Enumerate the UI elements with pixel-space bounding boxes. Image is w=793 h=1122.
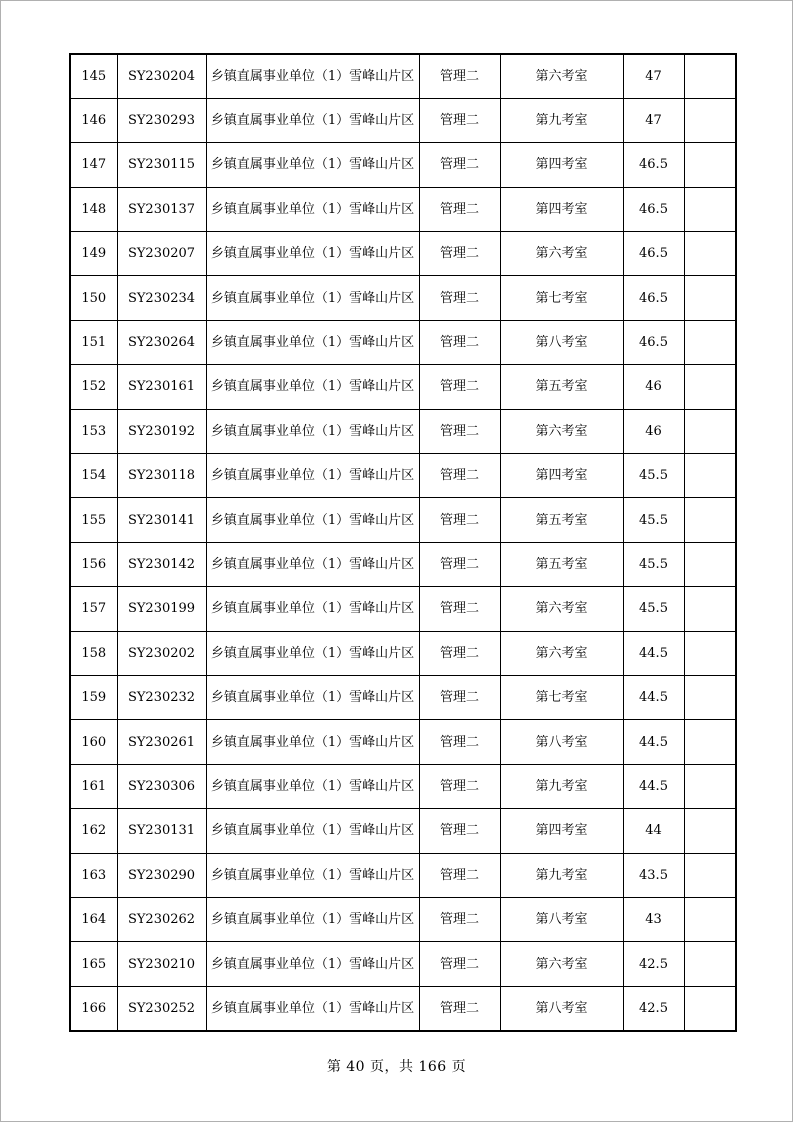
cell-employer-unit: 乡镇直属事业单位（1）雪峰山片区	[206, 942, 419, 986]
cell-remark	[684, 897, 736, 941]
cell-employer-unit: 乡镇直属事业单位（1）雪峰山片区	[206, 809, 419, 853]
cell-serial-number: 151	[70, 320, 117, 364]
cell-exam-room: 第八考室	[500, 320, 623, 364]
cell-serial-number: 155	[70, 498, 117, 542]
cell-exam-room: 第八考室	[500, 986, 623, 1030]
cell-serial-number: 162	[70, 809, 117, 853]
cell-position: 管理二	[419, 498, 500, 542]
cell-remark	[684, 986, 736, 1030]
table-row	[70, 54, 736, 98]
cell-serial-number: 152	[70, 365, 117, 409]
cell-employer-unit: 乡镇直属事业单位（1）雪峰山片区	[206, 232, 419, 276]
cell-exam-room: 第四考室	[500, 143, 623, 187]
cell-employer-unit: 乡镇直属事业单位（1）雪峰山片区	[206, 986, 419, 1030]
cell-employer-unit: 乡镇直属事业单位（1）雪峰山片区	[206, 675, 419, 719]
cell-serial-number: 153	[70, 409, 117, 453]
cell-employer-unit: 乡镇直属事业单位（1）雪峰山片区	[206, 409, 419, 453]
cell-serial-number: 154	[70, 454, 117, 498]
cell-position: 管理二	[419, 54, 500, 98]
cell-score: 46.5	[623, 187, 684, 231]
cell-position: 管理二	[419, 631, 500, 675]
cell-employer-unit: 乡镇直属事业单位（1）雪峰山片区	[206, 276, 419, 320]
cell-candidate-id: SY230293	[117, 98, 206, 142]
cell-position: 管理二	[419, 276, 500, 320]
cell-serial-number: 147	[70, 143, 117, 187]
cell-score: 44.5	[623, 764, 684, 808]
table-row	[70, 720, 736, 764]
cell-score: 45.5	[623, 542, 684, 586]
table-row	[70, 853, 736, 897]
cell-position: 管理二	[419, 454, 500, 498]
cell-exam-room: 第四考室	[500, 454, 623, 498]
cell-candidate-id: SY230141	[117, 498, 206, 542]
cell-employer-unit: 乡镇直属事业单位（1）雪峰山片区	[206, 98, 419, 142]
cell-score: 46.5	[623, 320, 684, 364]
cell-serial-number: 158	[70, 631, 117, 675]
cell-position: 管理二	[419, 986, 500, 1030]
cell-score: 44	[623, 809, 684, 853]
cell-remark	[684, 365, 736, 409]
cell-remark	[684, 409, 736, 453]
cell-candidate-id: SY230210	[117, 942, 206, 986]
cell-position: 管理二	[419, 720, 500, 764]
cell-employer-unit: 乡镇直属事业单位（1）雪峰山片区	[206, 454, 419, 498]
cell-candidate-id: SY230290	[117, 853, 206, 897]
cell-remark	[684, 187, 736, 231]
cell-position: 管理二	[419, 897, 500, 941]
cell-exam-room: 第九考室	[500, 98, 623, 142]
cell-employer-unit: 乡镇直属事业单位（1）雪峰山片区	[206, 764, 419, 808]
cell-candidate-id: SY230261	[117, 720, 206, 764]
cell-exam-room: 第六考室	[500, 587, 623, 631]
cell-exam-room: 第四考室	[500, 809, 623, 853]
cell-exam-room: 第六考室	[500, 409, 623, 453]
cell-candidate-id: SY230232	[117, 675, 206, 719]
cell-position: 管理二	[419, 320, 500, 364]
cell-serial-number: 145	[70, 54, 117, 98]
cell-candidate-id: SY230137	[117, 187, 206, 231]
cell-remark	[684, 942, 736, 986]
cell-position: 管理二	[419, 409, 500, 453]
cell-employer-unit: 乡镇直属事业单位（1）雪峰山片区	[206, 631, 419, 675]
cell-serial-number: 161	[70, 764, 117, 808]
table-row	[70, 986, 736, 1030]
table-row	[70, 631, 736, 675]
cell-score: 44.5	[623, 675, 684, 719]
table-row	[70, 143, 736, 187]
cell-exam-room: 第七考室	[500, 675, 623, 719]
cell-candidate-id: SY230262	[117, 897, 206, 941]
cell-score: 45.5	[623, 587, 684, 631]
cell-exam-room: 第五考室	[500, 542, 623, 586]
cell-score: 47	[623, 98, 684, 142]
cell-employer-unit: 乡镇直属事业单位（1）雪峰山片区	[206, 587, 419, 631]
cell-employer-unit: 乡镇直属事业单位（1）雪峰山片区	[206, 365, 419, 409]
cell-score: 46.5	[623, 232, 684, 276]
cell-score: 46.5	[623, 276, 684, 320]
cell-position: 管理二	[419, 232, 500, 276]
cell-score: 43	[623, 897, 684, 941]
cell-candidate-id: SY230204	[117, 54, 206, 98]
cell-remark	[684, 98, 736, 142]
cell-exam-room: 第六考室	[500, 54, 623, 98]
table-row	[70, 897, 736, 941]
table-body	[70, 54, 736, 1031]
table-row	[70, 320, 736, 364]
cell-candidate-id: SY230192	[117, 409, 206, 453]
cell-position: 管理二	[419, 365, 500, 409]
cell-serial-number: 163	[70, 853, 117, 897]
cell-employer-unit: 乡镇直属事业单位（1）雪峰山片区	[206, 54, 419, 98]
cell-remark	[684, 809, 736, 853]
table-row	[70, 498, 736, 542]
cell-serial-number: 159	[70, 675, 117, 719]
cell-employer-unit: 乡镇直属事业单位（1）雪峰山片区	[206, 542, 419, 586]
cell-exam-room: 第六考室	[500, 232, 623, 276]
cell-exam-room: 第九考室	[500, 853, 623, 897]
cell-serial-number: 146	[70, 98, 117, 142]
cell-employer-unit: 乡镇直属事业单位（1）雪峰山片区	[206, 320, 419, 364]
cell-exam-room: 第四考室	[500, 187, 623, 231]
cell-score: 45.5	[623, 498, 684, 542]
cell-remark	[684, 631, 736, 675]
table-row	[70, 98, 736, 142]
cell-position: 管理二	[419, 675, 500, 719]
cell-position: 管理二	[419, 187, 500, 231]
table-row	[70, 409, 736, 453]
cell-candidate-id: SY230207	[117, 232, 206, 276]
cell-candidate-id: SY230306	[117, 764, 206, 808]
cell-score: 46	[623, 365, 684, 409]
cell-candidate-id: SY230131	[117, 809, 206, 853]
cell-candidate-id: SY230118	[117, 454, 206, 498]
cell-position: 管理二	[419, 764, 500, 808]
cell-candidate-id: SY230161	[117, 365, 206, 409]
cell-score: 46	[623, 409, 684, 453]
cell-score: 46.5	[623, 143, 684, 187]
table-row	[70, 809, 736, 853]
cell-position: 管理二	[419, 809, 500, 853]
cell-candidate-id: SY230234	[117, 276, 206, 320]
cell-serial-number: 166	[70, 986, 117, 1030]
cell-serial-number: 157	[70, 587, 117, 631]
cell-exam-room: 第五考室	[500, 365, 623, 409]
cell-employer-unit: 乡镇直属事业单位（1）雪峰山片区	[206, 498, 419, 542]
table-row	[70, 942, 736, 986]
table-row	[70, 365, 736, 409]
results-table	[69, 53, 737, 1032]
cell-candidate-id: SY230142	[117, 542, 206, 586]
cell-position: 管理二	[419, 942, 500, 986]
cell-remark	[684, 853, 736, 897]
cell-serial-number: 164	[70, 897, 117, 941]
cell-score: 45.5	[623, 454, 684, 498]
cell-remark	[684, 54, 736, 98]
cell-remark	[684, 764, 736, 808]
cell-employer-unit: 乡镇直属事业单位（1）雪峰山片区	[206, 853, 419, 897]
cell-exam-room: 第七考室	[500, 276, 623, 320]
cell-remark	[684, 232, 736, 276]
cell-remark	[684, 454, 736, 498]
cell-serial-number: 150	[70, 276, 117, 320]
cell-candidate-id: SY230115	[117, 143, 206, 187]
table-row	[70, 187, 736, 231]
cell-position: 管理二	[419, 143, 500, 187]
cell-score: 44.5	[623, 720, 684, 764]
table-row	[70, 276, 736, 320]
table-row	[70, 454, 736, 498]
cell-employer-unit: 乡镇直属事业单位（1）雪峰山片区	[206, 143, 419, 187]
cell-exam-room: 第八考室	[500, 720, 623, 764]
cell-candidate-id: SY230252	[117, 986, 206, 1030]
cell-remark	[684, 498, 736, 542]
cell-remark	[684, 143, 736, 187]
cell-score: 43.5	[623, 853, 684, 897]
cell-position: 管理二	[419, 853, 500, 897]
cell-remark	[684, 320, 736, 364]
cell-score: 47	[623, 54, 684, 98]
cell-exam-room: 第五考室	[500, 498, 623, 542]
cell-serial-number: 160	[70, 720, 117, 764]
cell-remark	[684, 542, 736, 586]
cell-serial-number: 156	[70, 542, 117, 586]
cell-employer-unit: 乡镇直属事业单位（1）雪峰山片区	[206, 720, 419, 764]
table-row	[70, 232, 736, 276]
table-row	[70, 764, 736, 808]
table-row	[70, 587, 736, 631]
cell-candidate-id: SY230264	[117, 320, 206, 364]
page-footer: 第 40 页，共 166 页	[326, 1059, 467, 1075]
cell-employer-unit: 乡镇直属事业单位（1）雪峰山片区	[206, 187, 419, 231]
cell-position: 管理二	[419, 587, 500, 631]
cell-exam-room: 第八考室	[500, 897, 623, 941]
cell-remark	[684, 720, 736, 764]
cell-serial-number: 148	[70, 187, 117, 231]
cell-employer-unit: 乡镇直属事业单位（1）雪峰山片区	[206, 897, 419, 941]
cell-exam-room: 第六考室	[500, 631, 623, 675]
cell-position: 管理二	[419, 542, 500, 586]
table-row	[70, 675, 736, 719]
cell-serial-number: 165	[70, 942, 117, 986]
cell-remark	[684, 276, 736, 320]
cell-exam-room: 第九考室	[500, 764, 623, 808]
cell-score: 42.5	[623, 942, 684, 986]
table-row	[70, 542, 736, 586]
cell-position: 管理二	[419, 98, 500, 142]
cell-remark	[684, 587, 736, 631]
cell-exam-room: 第六考室	[500, 942, 623, 986]
cell-remark	[684, 675, 736, 719]
cell-candidate-id: SY230199	[117, 587, 206, 631]
cell-score: 44.5	[623, 631, 684, 675]
cell-score: 42.5	[623, 986, 684, 1030]
cell-serial-number: 149	[70, 232, 117, 276]
cell-candidate-id: SY230202	[117, 631, 206, 675]
